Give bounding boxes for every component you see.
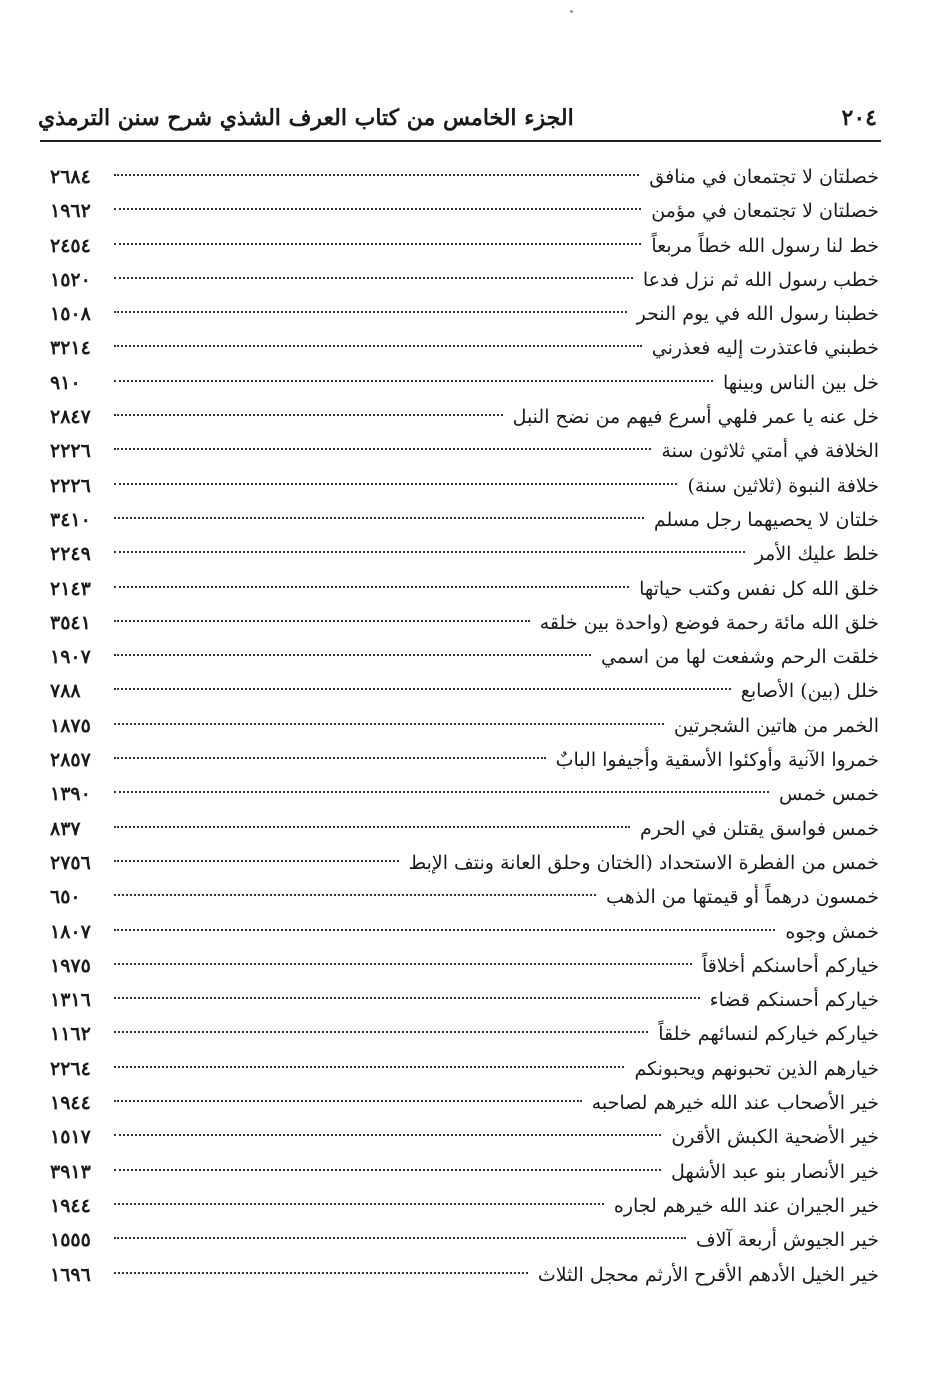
entry-text: خل عنه يا عمر فلهي أسرع فيهم من نضح النبل <box>512 406 879 429</box>
entry-number: ١٣٩٠ <box>50 783 91 806</box>
entry-number: ١٨٠٧ <box>50 920 91 943</box>
index-entry <box>50 949 879 983</box>
entry-number: ١٣١٦ <box>50 989 91 1012</box>
index-entry <box>50 229 879 263</box>
dot-leader <box>114 963 692 965</box>
entry-number: ١١٦٢ <box>50 1023 91 1046</box>
index-entry <box>50 400 879 434</box>
entry-text: خير الأصحاب عند الله خيرهم لصاحبه <box>591 1092 879 1115</box>
entry-text: خير الجيران عند الله خيرهم لجاره <box>613 1194 879 1217</box>
entry-number: ١٥٥٥ <box>50 1229 91 1252</box>
index-list <box>50 160 879 1292</box>
dot-leader <box>114 860 399 862</box>
dot-leader <box>114 1134 661 1136</box>
index-entry <box>50 606 879 640</box>
entry-number: ٢٤٥٤ <box>50 234 91 257</box>
dot-leader <box>114 174 639 176</box>
page-number: ٢٠٤ <box>841 105 877 131</box>
entry-number: ٢٢٢٦ <box>50 440 91 463</box>
index-entry <box>50 1120 879 1154</box>
index-entry <box>50 1223 879 1257</box>
entry-text: خلط عليك الأمر <box>754 543 879 566</box>
index-entry <box>50 537 879 571</box>
index-entry <box>50 331 879 365</box>
index-entry <box>50 469 879 503</box>
entry-text: خير الخيل الأدهم الأقرح الأرثم محجل الثلاث <box>537 1263 879 1286</box>
index-entry <box>50 640 879 674</box>
dot-leader <box>114 414 503 416</box>
dot-leader <box>114 243 641 245</box>
index-entry <box>50 572 879 606</box>
index-entry <box>50 1189 879 1223</box>
dot-leader <box>114 345 642 347</box>
dot-leader <box>114 894 596 896</box>
entry-number: ٢٨٤٧ <box>50 406 91 429</box>
entry-text: خياركم أحاسنكم أخلاقاً <box>701 954 879 977</box>
dot-leader <box>114 826 630 828</box>
index-entry <box>50 503 879 537</box>
scan-speck <box>570 10 573 13</box>
entry-number: ٧٨٨ <box>50 680 81 703</box>
entry-text: خمش وجوه <box>785 920 879 943</box>
entry-number: ٢٨٥٧ <box>50 749 91 772</box>
dot-leader <box>114 380 713 382</box>
index-entry <box>50 846 879 880</box>
index-entry <box>50 1017 879 1051</box>
entry-text: خمروا الآنية وأوكئوا الأسقية وأجيفوا البابٌ <box>555 749 879 772</box>
index-entry <box>50 1086 879 1120</box>
dot-leader <box>114 1203 604 1205</box>
index-entry <box>50 434 879 468</box>
entry-number: ٢٢٢٦ <box>50 474 91 497</box>
entry-number: ٣٢١٤ <box>50 337 91 360</box>
index-entry <box>50 880 879 914</box>
entry-text: خطبنا رسول الله في يوم النحر <box>636 303 879 326</box>
entry-text: خمس خمس <box>779 783 879 806</box>
entry-text: خصلتان لا تجتمعان في منافق <box>649 166 879 188</box>
dot-leader <box>114 1066 624 1068</box>
entry-number: ٣٩١٣ <box>50 1160 91 1183</box>
entry-number: ١٨٧٥ <box>50 714 91 737</box>
running-title: الجزء الخامس من كتاب العرف الشذي شرح سنن الترمذي <box>38 105 574 131</box>
dot-leader <box>114 277 633 279</box>
dot-leader <box>114 586 629 588</box>
entry-text: خير الأضحية الكبش الأقرن <box>671 1126 879 1149</box>
dot-leader <box>114 311 627 313</box>
entry-number: ١٦٩٦ <box>50 1263 91 1286</box>
entry-text: خلق الله كل نفس وكتب حياتها <box>639 577 879 600</box>
entry-number: ٢٢٦٤ <box>50 1057 91 1080</box>
entry-text: خلل (بين) الأصابع <box>740 680 879 703</box>
index-entry <box>50 1052 879 1086</box>
dot-leader <box>114 757 546 759</box>
index-entry <box>50 1155 879 1189</box>
entry-text: خمس من الفطرة الاستحداد (الختان وحلق العانة ونتف الإبط <box>408 851 879 874</box>
entry-number: ١٥٠٨ <box>50 303 91 326</box>
dot-leader <box>114 688 731 690</box>
entry-text: خلتان لا يحصيهما رجل مسلم <box>653 508 879 531</box>
entry-number: ١٩٤٤ <box>50 1092 91 1115</box>
entry-text: الخلافة في أمتي ثلاثون سنة <box>661 440 879 463</box>
entry-number: ٣٥٤١ <box>50 611 91 634</box>
entry-text: خمس فواسق يقتلن في الحرم <box>640 817 879 840</box>
dot-leader <box>114 654 591 656</box>
entry-text: خلق الله مائة رحمة فوضع (واحدة بين خلقه <box>539 611 879 634</box>
index-entry <box>50 743 879 777</box>
entry-number: ٦٥٠ <box>50 886 81 909</box>
index-entry <box>50 297 879 331</box>
entry-number: ١٥١٧ <box>50 1126 91 1149</box>
entry-number: ٢٦٨٤ <box>50 166 91 188</box>
index-entry <box>50 674 879 708</box>
dot-leader <box>114 448 651 450</box>
dot-leader <box>114 208 641 210</box>
dot-leader <box>114 1237 686 1239</box>
entry-number: ٩١٠ <box>50 371 81 394</box>
entry-text: خصلتان لا تجتمعان في مؤمن <box>651 200 879 223</box>
entry-number: ٨٣٧ <box>50 817 81 840</box>
entry-text: خطبني فاعتذرت إليه فعذرني <box>651 337 879 360</box>
entry-number: ٢٧٥٦ <box>50 851 91 874</box>
entry-text: خياركم خياركم لنسائهم خلقاً <box>658 1023 879 1046</box>
dot-leader <box>114 929 775 931</box>
dot-leader <box>114 620 530 622</box>
index-entry <box>50 1258 879 1292</box>
page-header <box>38 95 877 131</box>
entry-number: ٣٤١٠ <box>50 508 91 531</box>
entry-text: خياركم أحسنكم قضاء <box>709 989 879 1012</box>
entry-text: خير الجيوش أربعة آلاف <box>695 1229 879 1252</box>
dot-leader <box>114 551 745 553</box>
dot-leader <box>114 1169 661 1171</box>
entry-text: خمسون درهماً أو قيمتها من الذهب <box>606 886 879 909</box>
index-entry <box>50 366 879 400</box>
index-entry <box>50 915 879 949</box>
dot-leader <box>114 997 700 999</box>
entry-text: خلقت الرحم وشفعت لها من اسمي <box>601 646 879 669</box>
dot-leader <box>114 1272 528 1274</box>
dot-leader <box>114 791 769 793</box>
entry-text: خل بين الناس وبينها <box>723 371 879 394</box>
entry-text: خيارهم الذين تحبونهم ويحبونكم <box>634 1057 879 1080</box>
index-entry <box>50 263 879 297</box>
index-entry <box>50 812 879 846</box>
dot-leader <box>114 483 677 485</box>
dot-leader <box>114 1031 648 1033</box>
index-entry <box>50 777 879 811</box>
entry-number: ١٩٠٧ <box>50 646 91 669</box>
entry-number: ٢٢٤٩ <box>50 543 91 566</box>
index-entry <box>50 709 879 743</box>
entry-text: خط لنا رسول الله خطاً مربعاً <box>651 234 879 257</box>
entry-text: خطب رسول الله ثم نزل فدعا <box>642 268 879 291</box>
entry-number: ٢١٤٣ <box>50 577 91 600</box>
entry-text: خير الأنصار بنو عبد الأشهل <box>670 1160 879 1183</box>
index-entry <box>50 983 879 1017</box>
dot-leader <box>114 517 644 519</box>
entry-text: خلافة النبوة (ثلاثين سنة) <box>687 474 879 497</box>
dot-leader <box>114 723 664 725</box>
entry-number: ١٩٧٥ <box>50 954 91 977</box>
index-entry <box>50 194 879 228</box>
entry-text: الخمر من هاتين الشجرتين <box>673 714 879 737</box>
entry-number: ١٥٢٠ <box>50 268 91 291</box>
index-entry <box>50 160 879 194</box>
dot-leader <box>114 1100 582 1102</box>
entry-number: ١٩٤٤ <box>50 1194 91 1217</box>
header-rule <box>40 140 881 142</box>
entry-number: ١٩٦٢ <box>50 200 91 223</box>
